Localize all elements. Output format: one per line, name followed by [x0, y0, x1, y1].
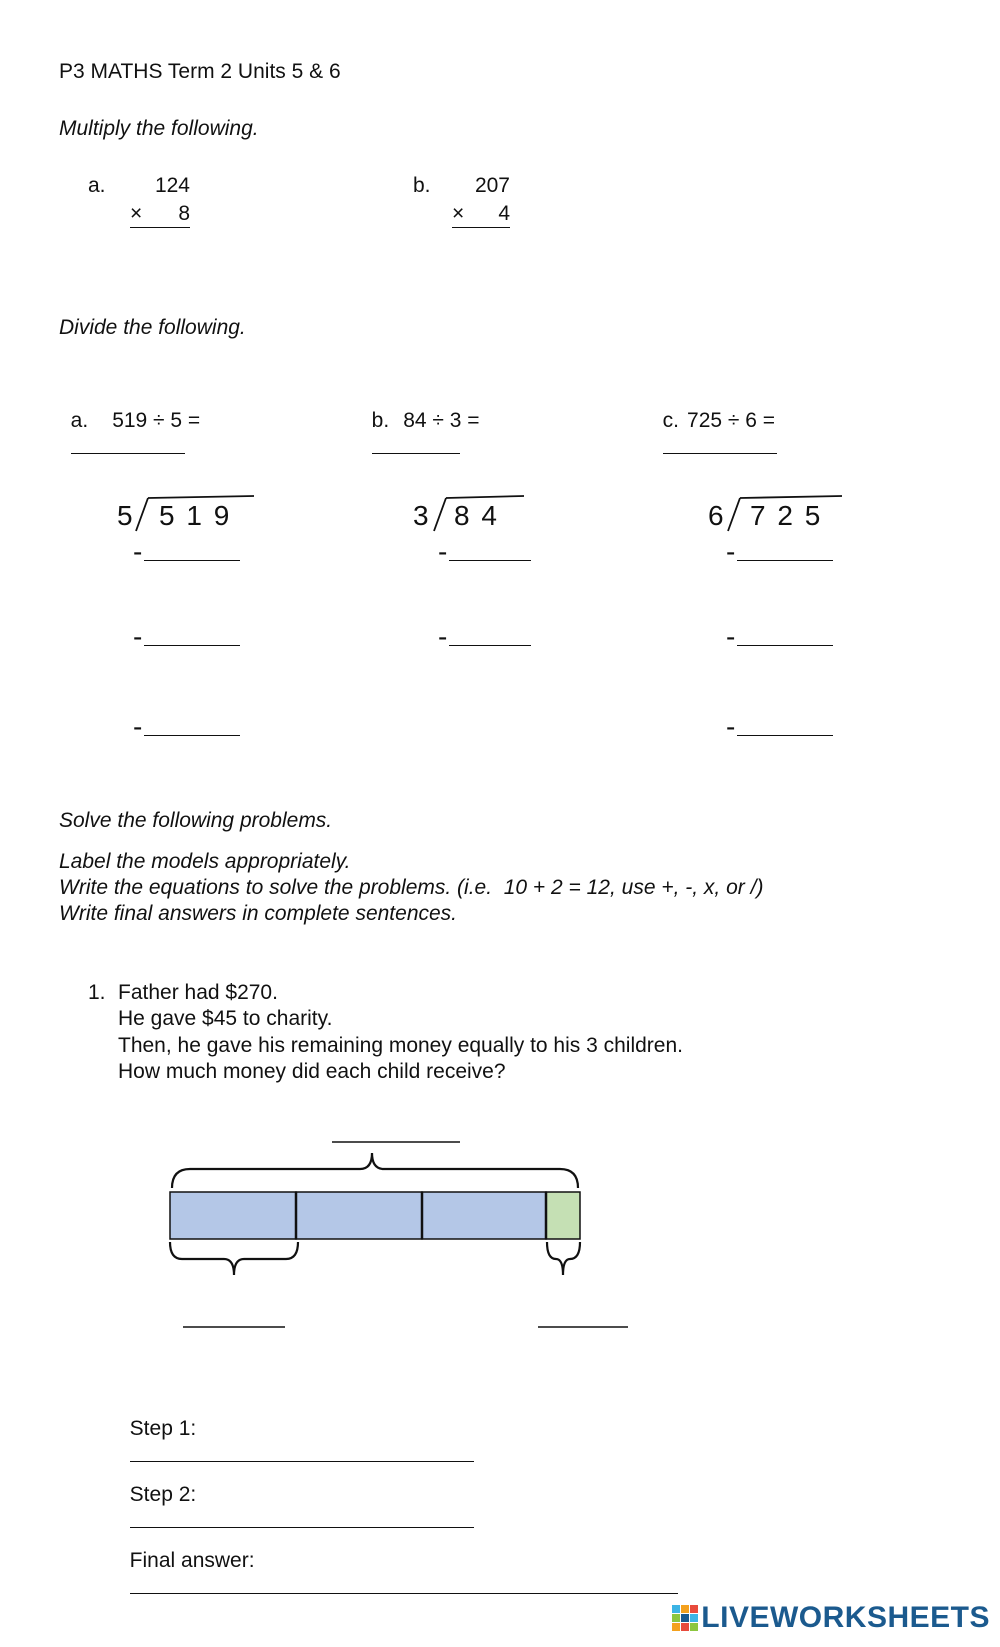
question-line: Father had $270.	[118, 981, 278, 1004]
dividend: 8 4	[454, 500, 499, 531]
subtraction-line-1[interactable]: -	[726, 536, 833, 568]
dividend: 5 1 9	[159, 500, 232, 531]
problem-label: b.	[371, 409, 390, 432]
dividend: 7 2 5	[750, 500, 823, 531]
problem-label: b.	[413, 174, 431, 197]
subtraction-line-3[interactable]: -	[133, 711, 240, 743]
answer-blank[interactable]	[71, 433, 185, 454]
divisor: 5	[117, 500, 135, 531]
bar-part-child-3	[422, 1192, 546, 1239]
problem-label: a.	[88, 174, 106, 197]
liveworksheets-logo-icon	[672, 1605, 698, 1631]
bar-part-child-2	[296, 1192, 422, 1239]
divide-problem-a	[59, 385, 200, 460]
subtraction-line-2[interactable]: -	[726, 621, 833, 653]
question-number: 1.	[88, 981, 106, 1004]
total-brace	[172, 1153, 578, 1188]
subtraction-line-1[interactable]: -	[438, 536, 531, 568]
bar-model	[150, 1125, 630, 1335]
instruction-line: Write the equations to solve the problems. (i.e. 10 + 2 = 12, use +, -, x, or /)	[59, 876, 764, 899]
answer-blank[interactable]	[663, 433, 777, 454]
instruction-line: Write final answers in complete sentences.	[59, 902, 458, 925]
instruction-line: Label the models appropriately.	[59, 850, 351, 873]
problem-label: a.	[70, 409, 89, 432]
times-sign: ×	[130, 202, 143, 225]
times-sign: ×	[452, 202, 465, 225]
problem-label: c.	[662, 409, 680, 432]
multiplicand: 207	[474, 174, 510, 197]
division-expression: 84 ÷ 3 =	[403, 409, 480, 432]
divisor: 6	[708, 500, 726, 531]
question-line: How much money did each child receive?	[118, 1060, 506, 1083]
liveworksheets-logo	[672, 1601, 990, 1635]
brand-name: LIVEWORKSHEETS	[701, 1601, 990, 1634]
step-1-label: Step 1:	[129, 1417, 197, 1440]
subtraction-line-3[interactable]: -	[726, 711, 833, 743]
multiplier: 4	[498, 202, 510, 225]
multiply-heading: Multiply the following.	[59, 117, 259, 140]
subtraction-line-2[interactable]: -	[133, 621, 240, 653]
subtraction-line-2[interactable]: -	[438, 621, 531, 653]
divide-problem-b	[360, 385, 480, 460]
bar-part-charity	[546, 1192, 580, 1239]
multiplier: 8	[178, 202, 190, 225]
divide-heading: Divide the following.	[59, 316, 246, 339]
problems-heading: Solve the following problems.	[59, 809, 333, 832]
final-answer-blank[interactable]	[130, 1573, 678, 1594]
divide-problem-c	[651, 385, 777, 460]
step-2-label: Step 2:	[129, 1483, 197, 1506]
multiplier-row	[452, 202, 510, 228]
step-1	[118, 1393, 474, 1468]
page-title: P3 MATHS Term 2 Units 5 & 6	[59, 60, 341, 83]
multiplier-row	[130, 202, 190, 228]
multiplicand: 124	[154, 174, 190, 197]
bar-part-child-1	[170, 1192, 296, 1239]
divisor: 3	[413, 500, 431, 531]
subtraction-line-1[interactable]: -	[133, 536, 240, 568]
question-line: He gave $45 to charity.	[118, 1007, 333, 1030]
charity-brace	[547, 1242, 580, 1275]
final-answer-label: Final answer:	[129, 1549, 255, 1572]
division-expression: 519 ÷ 5 =	[112, 409, 201, 432]
division-expression: 725 ÷ 6 =	[687, 409, 776, 432]
step-2	[118, 1459, 474, 1534]
final-answer	[118, 1525, 678, 1600]
question-line: Then, he gave his remaining money equally to his 3 children.	[118, 1034, 683, 1057]
part-brace	[170, 1242, 298, 1275]
answer-blank[interactable]	[372, 433, 460, 454]
